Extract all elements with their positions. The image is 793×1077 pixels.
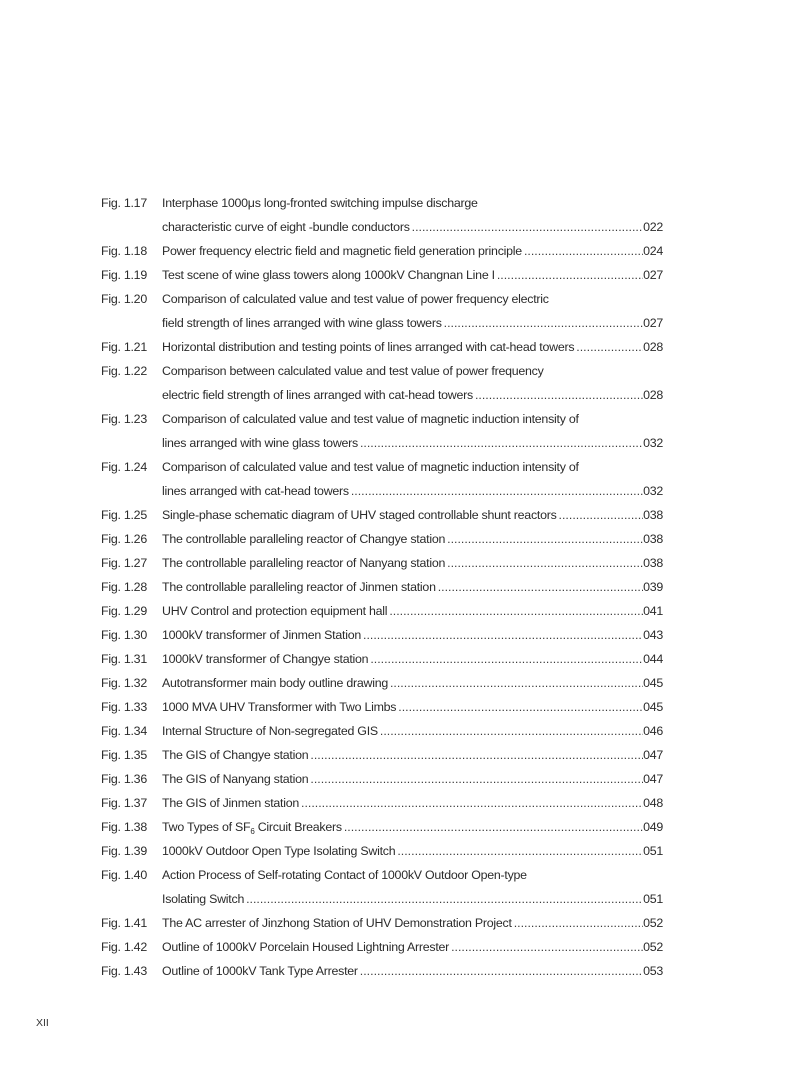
toc-entry-line: [101, 239, 663, 263]
figure-title: The controllable paralleling reactor of Nanyang station: [162, 556, 446, 570]
dot-leader: [497, 263, 643, 287]
toc-entry-line: [101, 647, 663, 671]
page-reference: 044: [643, 652, 663, 666]
dot-leader: [380, 719, 643, 743]
figure-title: 1000kV transformer of Jinmen Station: [162, 628, 361, 642]
toc-entry-line: [101, 359, 663, 383]
figure-number: Fig. 1.33: [101, 700, 147, 714]
toc-entry: [101, 239, 663, 263]
dot-leader: [344, 815, 643, 839]
figure-title: Interphase 1000μs long-fronted switching impulse discharge: [162, 196, 478, 210]
dot-leader: [524, 239, 643, 263]
dot-leader: [576, 335, 643, 359]
figure-number: Fig. 1.19: [101, 268, 147, 282]
toc-entry-line: [101, 191, 663, 215]
dot-leader: [390, 671, 643, 695]
figure-title: Comparison between calculated value and test value of power frequency: [162, 364, 544, 378]
toc-entry: [101, 359, 663, 407]
toc-entry: [101, 503, 663, 527]
toc-entry: [101, 407, 663, 455]
figure-number: Fig. 1.18: [101, 244, 147, 258]
dot-leader: [475, 383, 643, 407]
figure-title: The controllable paralleling reactor of Jinmen station: [162, 580, 436, 594]
toc-entry-line: [101, 671, 663, 695]
figure-title: Internal Structure of Non-segregated GIS: [162, 724, 378, 738]
page-reference: 041: [643, 604, 663, 618]
page-reference: 051: [643, 844, 663, 858]
figure-number: Fig. 1.17: [101, 196, 147, 210]
toc-entry-line: [101, 407, 663, 431]
toc-entry: [101, 455, 663, 503]
toc-entry: [101, 935, 663, 959]
toc-entry: [101, 959, 663, 983]
list-of-figures: [101, 191, 663, 983]
figure-number: Fig. 1.36: [101, 772, 147, 786]
page-reference: 022: [643, 220, 663, 234]
page-reference: 027: [643, 268, 663, 282]
dot-leader: [389, 599, 643, 623]
figure-title: The GIS of Nanyang station: [162, 772, 309, 786]
page-reference: 046: [643, 724, 663, 738]
toc-entry-line: [101, 599, 663, 623]
figure-number: [101, 479, 162, 503]
toc-entry: [101, 695, 663, 719]
toc-entry: [101, 527, 663, 551]
figure-number: Fig. 1.26: [101, 532, 147, 546]
toc-entry-continuation-line: [101, 311, 663, 335]
dot-leader: [363, 623, 643, 647]
toc-entry: [101, 743, 663, 767]
toc-entry-line: [101, 719, 663, 743]
page-reference: 038: [643, 508, 663, 522]
dot-leader: [438, 575, 643, 599]
toc-entry: [101, 719, 663, 743]
figure-number: Fig. 1.41: [101, 916, 147, 930]
toc-entry-line: [101, 335, 663, 359]
toc-entry: [101, 623, 663, 647]
figure-title: Outline of 1000kV Porcelain Housed Lightning Arrester: [162, 940, 450, 954]
toc-entry-line: [101, 767, 663, 791]
figure-number: Fig. 1.34: [101, 724, 147, 738]
toc-entry: [101, 839, 663, 863]
figure-title: The GIS of Jinmen station: [162, 796, 299, 810]
toc-entry-line: [101, 527, 663, 551]
figure-number: Fig. 1.32: [101, 676, 147, 690]
dot-leader: [360, 431, 643, 455]
figure-title: The controllable paralleling reactor of Changye station: [162, 532, 446, 546]
page-reference: 028: [643, 340, 663, 354]
page-reference: 024: [643, 244, 663, 258]
toc-entry: [101, 335, 663, 359]
figure-title: Power frequency electric field and magnetic field generation principle: [162, 244, 522, 258]
figure-title: The GIS of Changye station: [162, 748, 309, 762]
page-reference: 048: [643, 796, 663, 810]
figure-number: Fig. 1.24: [101, 460, 147, 474]
dot-leader: [398, 695, 643, 719]
figure-title: Test scene of wine glass towers along 1000kV Changnan Line I: [162, 268, 495, 282]
page-reference: 045: [643, 676, 663, 690]
figure-title: UHV Control and protection equipment hall: [162, 604, 388, 618]
figure-title: lines arranged with wine glass towers: [162, 436, 358, 450]
toc-entry: [101, 911, 663, 935]
toc-entry-continuation-line: [101, 383, 663, 407]
dot-leader: [397, 839, 643, 863]
page-reference: 047: [643, 748, 663, 762]
figure-title: Two Types of $SF_6$ Circuit Breakers: [162, 820, 342, 836]
figure-title: Comparison of calculated value and test value of magnetic induction intensity of: [162, 412, 579, 426]
figure-title: Outline of 1000kV Tank Type Arrester: [162, 964, 358, 978]
page-reference: 052: [643, 940, 663, 954]
figure-number: [101, 887, 162, 911]
subscript: 6: [250, 827, 255, 836]
toc-entry-line: [101, 911, 663, 935]
page-reference: 038: [643, 532, 663, 546]
figure-number: Fig. 1.40: [101, 868, 147, 882]
toc-entry-line: [101, 503, 663, 527]
toc-entry: [101, 791, 663, 815]
toc-entry-line: [101, 863, 663, 887]
toc-entry-line: [101, 551, 663, 575]
page-reference: 047: [643, 772, 663, 786]
dot-leader: [447, 527, 643, 551]
page-reference: 052: [643, 916, 663, 930]
dot-leader: [246, 887, 643, 911]
dot-leader: [360, 959, 643, 983]
figure-title: 1000kV Outdoor Open Type Isolating Switch: [162, 844, 396, 858]
toc-entry-continuation-line: [101, 431, 663, 455]
figure-title: characteristic curve of eight -bundle conductors: [162, 220, 410, 234]
toc-entry-line: [101, 839, 663, 863]
toc-entry: [101, 263, 663, 287]
figure-number: Fig. 1.39: [101, 844, 147, 858]
figure-number: Fig. 1.38: [101, 820, 147, 834]
toc-entry: [101, 599, 663, 623]
toc-entry-line: [101, 791, 663, 815]
page-number: XII: [36, 1017, 49, 1029]
figure-number: [101, 383, 162, 407]
toc-entry-line: [101, 815, 663, 839]
page-reference: 043: [643, 628, 663, 642]
toc-entry-line: [101, 287, 663, 311]
dot-leader: [351, 479, 643, 503]
figure-title: Horizontal distribution and testing points of lines arranged with cat-head towers: [162, 340, 575, 354]
dot-leader: [447, 551, 643, 575]
toc-entry: [101, 191, 663, 239]
toc-entry-line: [101, 623, 663, 647]
toc-entry: [101, 575, 663, 599]
dot-leader: [310, 767, 643, 791]
page-reference: 039: [643, 580, 663, 594]
page-reference: 045: [643, 700, 663, 714]
figure-title: electric field strength of lines arranged with cat-head towers: [162, 388, 473, 402]
toc-entry-line: [101, 935, 663, 959]
toc-entry-line: [101, 959, 663, 983]
toc-entry: [101, 287, 663, 335]
toc-entry-line: [101, 695, 663, 719]
dot-leader: [412, 215, 643, 239]
page-reference: 032: [643, 436, 663, 450]
figure-title: Comparison of calculated value and test value of power frequency electric: [162, 292, 549, 306]
toc-entry: [101, 671, 663, 695]
dot-leader: [514, 911, 643, 935]
figure-title: Isolating Switch: [162, 892, 245, 906]
figure-title: Comparison of calculated value and test value of magnetic induction intensity of: [162, 460, 579, 474]
page-reference: 027: [643, 316, 663, 330]
toc-entry: [101, 815, 663, 839]
dot-leader: [310, 743, 643, 767]
figure-title: 1000 MVA UHV Transformer with Two Limbs: [162, 700, 397, 714]
figure-number: [101, 311, 162, 335]
page-reference: 051: [643, 892, 663, 906]
page-reference: 038: [643, 556, 663, 570]
figure-number: Fig. 1.29: [101, 604, 147, 618]
figure-number: Fig. 1.43: [101, 964, 147, 978]
figure-number: Fig. 1.42: [101, 940, 147, 954]
toc-entry: [101, 551, 663, 575]
page-reference: 049: [643, 820, 663, 834]
figure-title: Autotransformer main body outline drawing: [162, 676, 388, 690]
figure-title: field strength of lines arranged with wine glass towers: [162, 316, 442, 330]
figure-number: Fig. 1.35: [101, 748, 147, 762]
toc-entry-continuation-line: [101, 887, 663, 911]
figure-title: Single-phase schematic diagram of UHV staged controllable shunt reactors: [162, 508, 557, 522]
figure-title: Action Process of Self-rotating Contact of 1000kV Outdoor Open-type: [162, 868, 527, 882]
toc-entry: [101, 863, 663, 911]
toc-entry: [101, 647, 663, 671]
dot-leader: [370, 647, 643, 671]
figure-number: Fig. 1.21: [101, 340, 147, 354]
toc-entry-line: [101, 263, 663, 287]
dot-leader: [444, 311, 643, 335]
toc-entry: [101, 767, 663, 791]
figure-number: Fig. 1.22: [101, 364, 147, 378]
dot-leader: [451, 935, 643, 959]
dot-leader: [301, 791, 643, 815]
page-reference: 028: [643, 388, 663, 402]
toc-entry-continuation-line: [101, 479, 663, 503]
figure-title: The AC arrester of Jinzhong Station of UHV Demonstration Project: [162, 916, 512, 930]
figure-number: [101, 431, 162, 455]
figure-title: 1000kV transformer of Changye station: [162, 652, 369, 666]
dot-leader: [559, 503, 644, 527]
page-reference: 032: [643, 484, 663, 498]
figure-number: Fig. 1.27: [101, 556, 147, 570]
figure-number: Fig. 1.30: [101, 628, 147, 642]
figure-number: Fig. 1.31: [101, 652, 147, 666]
figure-number: [101, 215, 162, 239]
figure-number: Fig. 1.23: [101, 412, 147, 426]
toc-entry-continuation-line: [101, 215, 663, 239]
toc-entry-line: [101, 455, 663, 479]
figure-number: Fig. 1.37: [101, 796, 147, 810]
toc-entry-line: [101, 575, 663, 599]
figure-title: lines arranged with cat-head towers: [162, 484, 349, 498]
figure-number: Fig. 1.28: [101, 580, 147, 594]
figure-number: Fig. 1.20: [101, 292, 147, 306]
figure-number: Fig. 1.25: [101, 508, 147, 522]
page-reference: 053: [643, 964, 663, 978]
toc-entry-line: [101, 743, 663, 767]
